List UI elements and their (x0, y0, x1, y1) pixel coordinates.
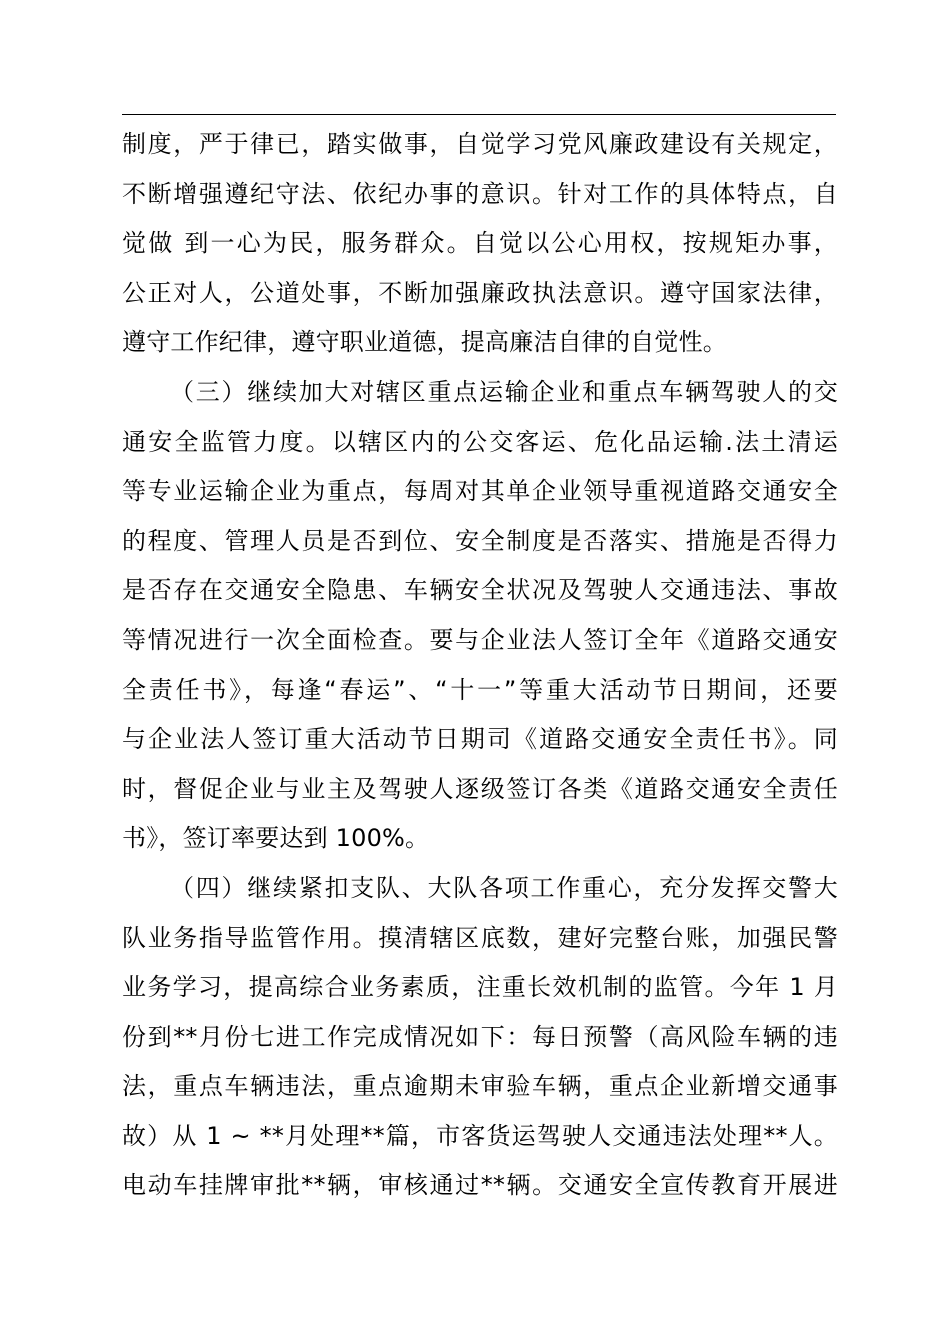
text-line-16: （四）继续紧扣支队、大队各项工作重心，充分发挥交警大 (170, 873, 838, 902)
text-line-6: （三）继续加大对辖区重点运输企业和重点车辆驾驶人的交 (170, 377, 838, 406)
text-line-1: 制度，严于律已，踏实做事，自觉学习党风廉政建设有关规定， (122, 130, 838, 158)
text-line-12: 全责任书》，每逢“春运”、“十一”等重大活动节日期间，还要 (122, 675, 838, 704)
text-line-11: 等情况进行一次全面检查。要与企业法人签订全年《道路交通安 (122, 625, 838, 654)
text-line-20: 法，重点车辆违法，重点逾期未审验车辆，重点企业新增交通事 (122, 1072, 838, 1101)
text-line-19: 份到**月份七进工作完成情况如下：每日预警（高风险车辆的违 (122, 1022, 838, 1051)
text-line-9: 的程度、管理人员是否到位、安全制度是否落实、措施是否得力 (122, 526, 838, 555)
text-line-17: 队业务指导监管作用。摸清辖区底数，建好完整台账，加强民警 (122, 923, 838, 952)
text-line-3: 觉做 到一心为民，服务群众。自觉以公心用权，按规矩办事， (122, 229, 838, 258)
text-line-8: 等专业运输企业为重点，每周对其单企业领导重视道路交通安全 (122, 477, 838, 506)
text-line-18: 业务学习，提高综合业务素质，注重长效机制的监管。今年 1 月 (122, 973, 838, 1002)
text-line-2: 不断增强遵纪守法、依纪办事的意识。针对工作的具体特点，自 (122, 179, 838, 208)
text-line-4: 公正对人，公道处事，不断加强廉政执法意识。遵守国家法律， (122, 278, 838, 307)
text-line-5: 遵守工作纪律，遵守职业道德，提高廉洁自律的自觉性。 (122, 328, 727, 357)
text-line-22: 电动车挂牌审批**辆，审核通过**辆。交通安全宣传教育开展进 (122, 1171, 838, 1200)
text-line-7: 通安全监管力度。以辖区内的公交客运、危化品运输.法土清运 (122, 427, 838, 456)
text-line-21: 故）从 1 ~ **月处理**篇，市客货运驾驶人交通违法处理**人。 (122, 1121, 838, 1150)
text-line-10: 是否存在交通安全隐患、车辆安全状况及驾驶人交通违法、事故 (122, 576, 838, 605)
document-body (122, 120, 838, 1211)
text-line-15: 书》，签订率要达到 100%。 (122, 824, 430, 853)
text-line-14: 时，督促企业与业主及驾驶人逐级签订各类《道路交通安全责任 (122, 774, 838, 803)
header-rule (122, 114, 836, 115)
text-line-13: 与企业法人签订重大活动节日期司《道路交通安全责任书》。同 (122, 725, 838, 754)
